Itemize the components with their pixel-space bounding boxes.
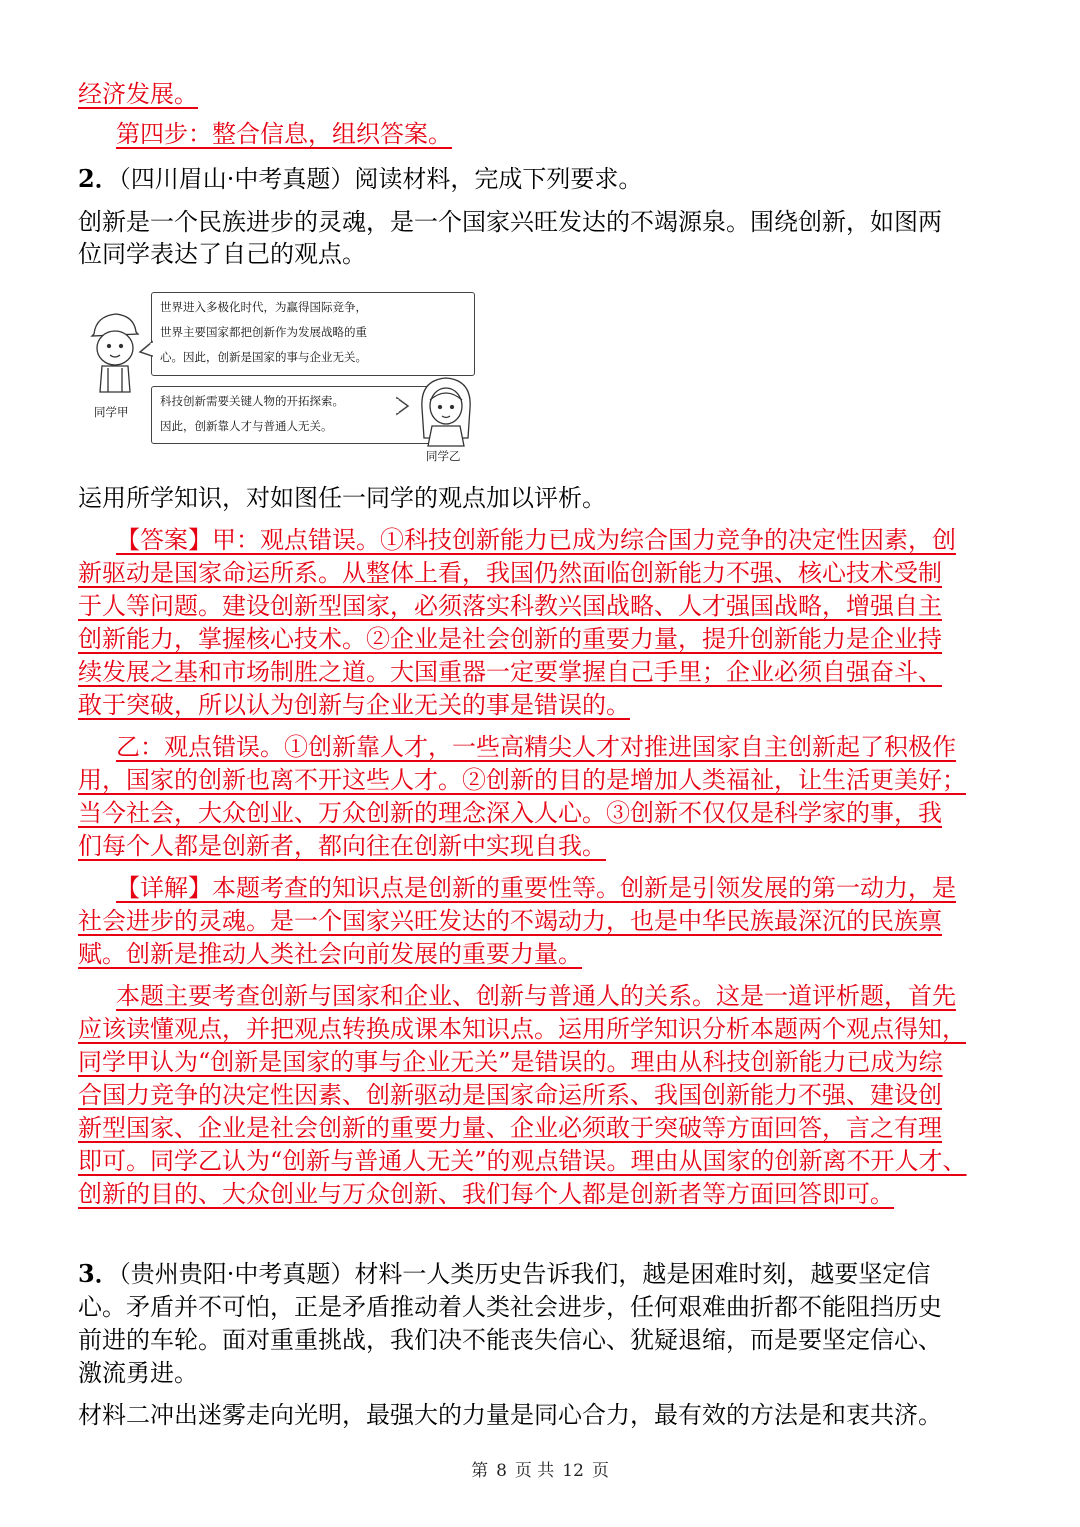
explanation-line: 本题主要考查创新与国家和企业、创新与普通人的关系。这是一道评析题，首先 (116, 982, 956, 1010)
material-paragraph: 位同学表达了自己的观点。 (78, 240, 366, 268)
material-paragraph: 激流勇进。 (78, 1359, 198, 1387)
answer-line: 用，国家的创新也离不开这些人才。②创新的目的是增加人类福祉，让生活更美好； (78, 766, 966, 794)
material-paragraph: 前进的车轮。面对重重挑战，我们决不能丧失信心、犹疑退缩，而是要坚定信心、 (78, 1326, 942, 1354)
bubble-text: 世界主要国家都把创新作为发展战略的重 (160, 325, 367, 339)
question-2-heading (78, 163, 642, 195)
explanation-line: 【详解】本题考查的知识点是创新的重要性等。创新是引领发展的第一动力，是 (116, 874, 956, 902)
bubble-text: 世界进入多极化时代，为赢得国际竞争， (160, 300, 367, 314)
material-paragraph: 创新是一个民族进步的灵魂，是一个国家兴旺发达的不竭源泉。围绕创新，如图两 (78, 208, 942, 236)
bubble-tail-b (397, 398, 408, 414)
footer-mid: 页 共 (514, 1461, 555, 1481)
girl-icon (422, 378, 470, 446)
answer-line: 当今社会，大众创业、万众创新的理念深入人心。③创新不仅仅是科学家的事，我 (78, 799, 942, 827)
answer-line: 第四步：整合信息，组织答案。 (116, 120, 452, 148)
bubble-text: 因此，创新靠人才与普通人无关。 (160, 419, 333, 433)
answer-line: 们每个人都是创新者，都向往在创新中实现自我。 (78, 832, 606, 860)
explanation-line: 应该读懂观点，并把观点转换成课本知识点。运用所学知识分析本题两个观点得知， (78, 1015, 966, 1043)
answer-line: 创新能力，掌握核心技术。②企业是社会创新的重要力量，提升创新能力是企业持 (78, 625, 942, 653)
boy-icon (92, 314, 138, 392)
answer-line: 乙：观点错误。①创新靠人才，一些高精尖人才对推进国家自主创新起了积极作 (116, 733, 956, 761)
explanation-line: 社会进步的灵魂。是一个国家兴旺发达的不竭动力，也是中华民族最深沉的民族禀 (78, 907, 942, 935)
question-title: （四川眉山·中考真题）阅读材料，完成下列要求。 (118, 165, 643, 193)
explanation-line: 创新的目的、大众创业与万众创新、我们每个人都是创新者等方面回答即可。 (78, 1180, 894, 1208)
answer-line: 经济发展。 (78, 80, 198, 108)
explanation-line: 赋。创新是推动人类社会向前发展的重要力量。 (78, 940, 582, 968)
answer-line: 新驱动是国家命运所系。从整体上看，我国仍然面临创新能力不强、核心技术受制 (78, 559, 942, 587)
explanation-line: 新型国家、企业是社会创新的重要力量、企业必须敢于突破等方面回答，言之有理 (78, 1114, 942, 1142)
cartoon-drawing (86, 288, 486, 466)
answer-line: 于人等问题。建设创新型国家，必须落实科教兴国战略、人才强国战略，增强自主 (78, 592, 942, 620)
task-instruction: 运用所学知识，对如图任一同学的观点加以评析。 (78, 484, 606, 512)
page-footer (0, 1456, 1080, 1481)
answer-line: 敢于突破，所以认为创新与企业无关的事是错误的。 (78, 691, 630, 719)
total-pages: 12 (562, 1461, 584, 1481)
material-paragraph: 心。矛盾并不可怕，正是矛盾推动着人类社会进步，任何艰难曲折都不能阻挡历史 (78, 1293, 942, 1321)
answer-line: 【答案】甲：观点错误。①科技创新能力已成为综合国力竞争的决定性因素，创 (116, 526, 956, 554)
explanation-line: 同学甲认为“创新是国家的事与企业无关”是错误的。理由从科技创新能力已成为综 (78, 1048, 943, 1076)
caption-student-b: 同学乙 (426, 449, 461, 463)
bubble-tail-a (140, 342, 152, 356)
cartoon-figure (86, 288, 486, 466)
page-number: 8 (496, 1461, 507, 1481)
material-paragraph: 材料二冲出迷雾走向光明，最强大的力量是同心合力，最有效的方法是和衷共济。 (78, 1401, 942, 1429)
question-title: （贵州贵阳·中考真题）材料一人类历史告诉我们，越是困难时刻，越要坚定信 (118, 1260, 931, 1288)
bubble-text: 心。因此，创新是国家的事与企业无关。 (160, 350, 367, 364)
caption-student-a: 同学甲 (94, 405, 129, 419)
question-number: 2． (78, 164, 119, 193)
explanation-line: 即可。同学乙认为“创新与普通人无关”的观点错误。理由从国家的创新离不开人才、 (78, 1147, 967, 1175)
bubble-text: 科技创新需要关键人物的开拓探索。 (160, 394, 344, 408)
question-number: 3． (78, 1259, 119, 1288)
question-3-heading (78, 1258, 930, 1290)
answer-line: 续发展之基和市场制胜之道。大国重器一定要掌握自己手里；企业必须自强奋斗、 (78, 658, 942, 686)
explanation-line: 合国力竞争的决定性因素、创新驱动是国家命运所系、我国创新能力不强、建设创 (78, 1081, 942, 1109)
footer-suffix: 页 (591, 1461, 609, 1481)
footer-prefix: 第 (471, 1461, 489, 1481)
